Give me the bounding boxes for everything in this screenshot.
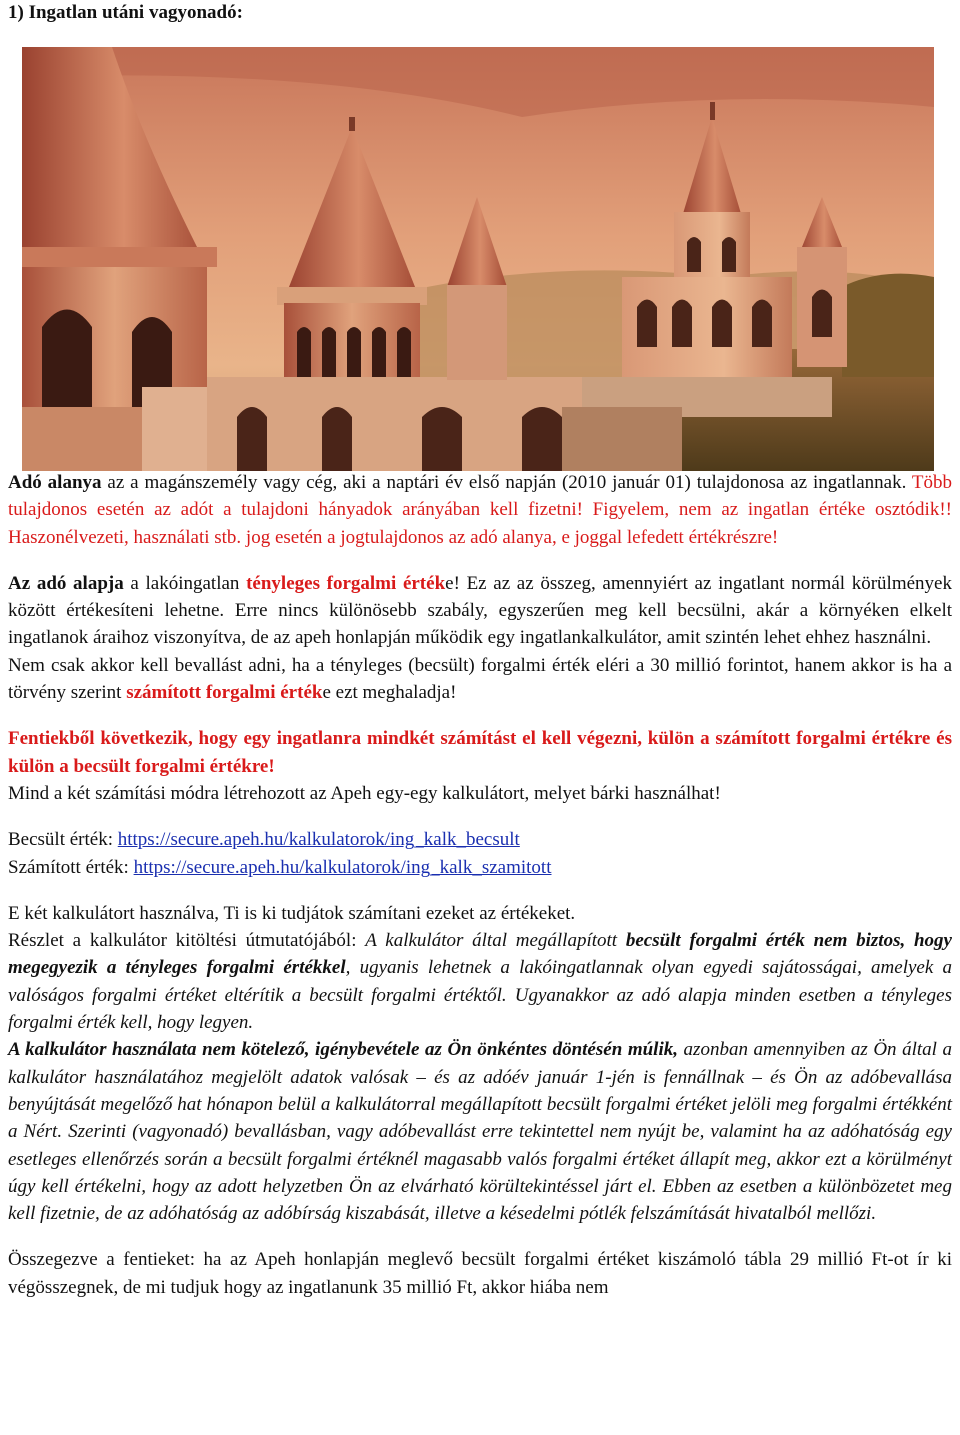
ado-alapja-estimate: Erre nincs különösebb szabály, egyszerűen meg kell becsülni, akár a környéken elkelt ingatlanok áraihoz viszonyítva, de az apeh honlapján működik egy ingatlankalkulátor, amit szintén lehet ehhez használni. [8, 600, 952, 649]
utmutato-intro: Részlet a kalkulátor kitöltési útmutatójából: [8, 930, 366, 952]
paragraph-kalkulatorok [8, 780, 952, 807]
ado-alapja-term: Az adó alapja [8, 572, 124, 594]
bevallas-end: e ezt meghaladja! [322, 682, 457, 704]
paragraph-ado-alapja [8, 570, 952, 652]
szamitott-label: Számított érték: [8, 856, 134, 878]
paragraph-ado-alanya [8, 469, 952, 551]
utmutato-bold-1: becsült forgalmi érték nem biztos, hogy megegyezik a tényleges forgalmi értékkel [8, 930, 952, 979]
tulajdonosok-note: Több tulajdonos esetén az adót a tulajdoni hányadok arányában kell fizetni! Figyelem, nem az ingatlan értéke osztódik!! Haszonélvezeti, használati stb. jog esetén a jogtulajdonos az adó alanya, e joggal lefedett értékrészre! [8, 472, 952, 548]
kalkulatorok-text: Mind a két számítási módra létrehozott az Apeh egy-egy kalkulátort, melyet bárki használhat! [8, 782, 721, 804]
link-szamitott-row [8, 854, 952, 881]
paragraph-utmutato [8, 927, 952, 1036]
bevallas-text: Nem csak akkor kell bevallást adni, ha a tényleges (becsült) forgalmi érték eléri a 30 millió forintot, hanem akkor is ha a törvény szerint [8, 654, 952, 704]
paragraph-osszegezve [8, 1246, 952, 1301]
utmutato-italic-3: azonban amennyiben az Ön által a kalkulátor használatához megjelölt adatok valósak – és az adóév január 1-jén is fennállnak – és Ön az adóbevallása benyújtását megelőző hat hónapon belül a kalkulátorral megállapított becsült forgalmi értéket jelöli meg forgalmi értékként a Nért. Szerinti (vagyonadó) bevallásban, vagy adóbevallást erre tekintettel nem nyújt be, valamint ha az adóhatóság egy esetleges ellenőrzés során a becsült forgalmi értéknél magasabb valós forgalmi értéket állapít meg, akkor ezt a körülményt úgy kell értékelni, hogy az adott helyzetben Ön az elvárható körültekintéssel járt el. Ebben az esetben a különbözetet meg kell fizetnie, de az adóhatóság az adóbírság kiszabását, illetve a késedelmi pótlék felszámítását hivatalból mellőzi. [8, 1039, 952, 1225]
paragraph-fentiekbol [8, 725, 952, 780]
section-heading: 1) Ingatlan utáni vagyonadó: [8, 2, 243, 23]
ado-alanya-term: Adó alanya [8, 472, 102, 493]
utmutato-bold-2: A kalkulátor használata nem kötelező, igénybevétele az Ön önkéntes döntésén múlik, [8, 1039, 678, 1061]
fentiekbol-note: Fentiekből következik, hogy egy ingatlanra mindkét számítást el kell végezni, külön a számított forgalmi értékre és külön a becsült forgalmi értékre! [8, 728, 952, 777]
utmutato-italic-2: , ugyanis lehetnek a lakóingatlannak olyan egyedi sajátosságai, amelyek a valóságos forgalmi értéket eltérítik a becsült forgalmi értéktől. Ugyanakkor az adó alapja minden esetben a tényleges forgalmi érték kell, hogy legyen. [8, 957, 953, 1034]
ket-kalkulator-text: E két kalkulátort használva, Ti is ki tudjátok számítani ezeket az értékeket. [8, 902, 576, 924]
ado-alapja-definition: e! Ez az az összeg, amennyiért az ingatlant normál körülmények között értékesíteni lehetne. [8, 572, 952, 622]
szamitott-forgalmi-ertek: számított forgalmi érték [126, 682, 323, 704]
ado-alanya-text: az a magánszemély vagy cég, aki a naptári év első napján (2010 január 01) tulajdonosa az ingatlannak. [101, 472, 912, 493]
osszegezve-text: Összegezve a fentieket: ha az Apeh honlapján meglevő becsült forgalmi értéket kiszámoló tábla 29 millió Ft-ot ír ki végösszegnek, de mi tudjuk hogy az ingatlanunk 35 millió Ft, akkor hiába nem [8, 1249, 952, 1298]
paragraph-ket-kalkulator [8, 900, 952, 927]
becsult-link[interactable]: https://secure.apeh.hu/kalkulatorok/ing_kalk_becsult [117, 829, 520, 851]
paragraph-bevallas [8, 652, 952, 707]
becsult-label: Becsült érték: [8, 829, 118, 851]
document-body [8, 469, 952, 1301]
utmutato-italic-1: A kalkulátor által megállapított [365, 930, 626, 952]
fishermans-bastion-photo [22, 47, 934, 471]
paragraph-utmutato-2 [8, 1036, 952, 1227]
ado-alapja-text: a lakóingatlan [123, 572, 247, 594]
tenyleges-forgalmi-ertek: tényleges forgalmi érték [246, 572, 446, 594]
szamitott-link[interactable]: https://secure.apeh.hu/kalkulatorok/ing_kalk_szamitott [133, 856, 552, 878]
link-becsult-row [8, 826, 952, 853]
